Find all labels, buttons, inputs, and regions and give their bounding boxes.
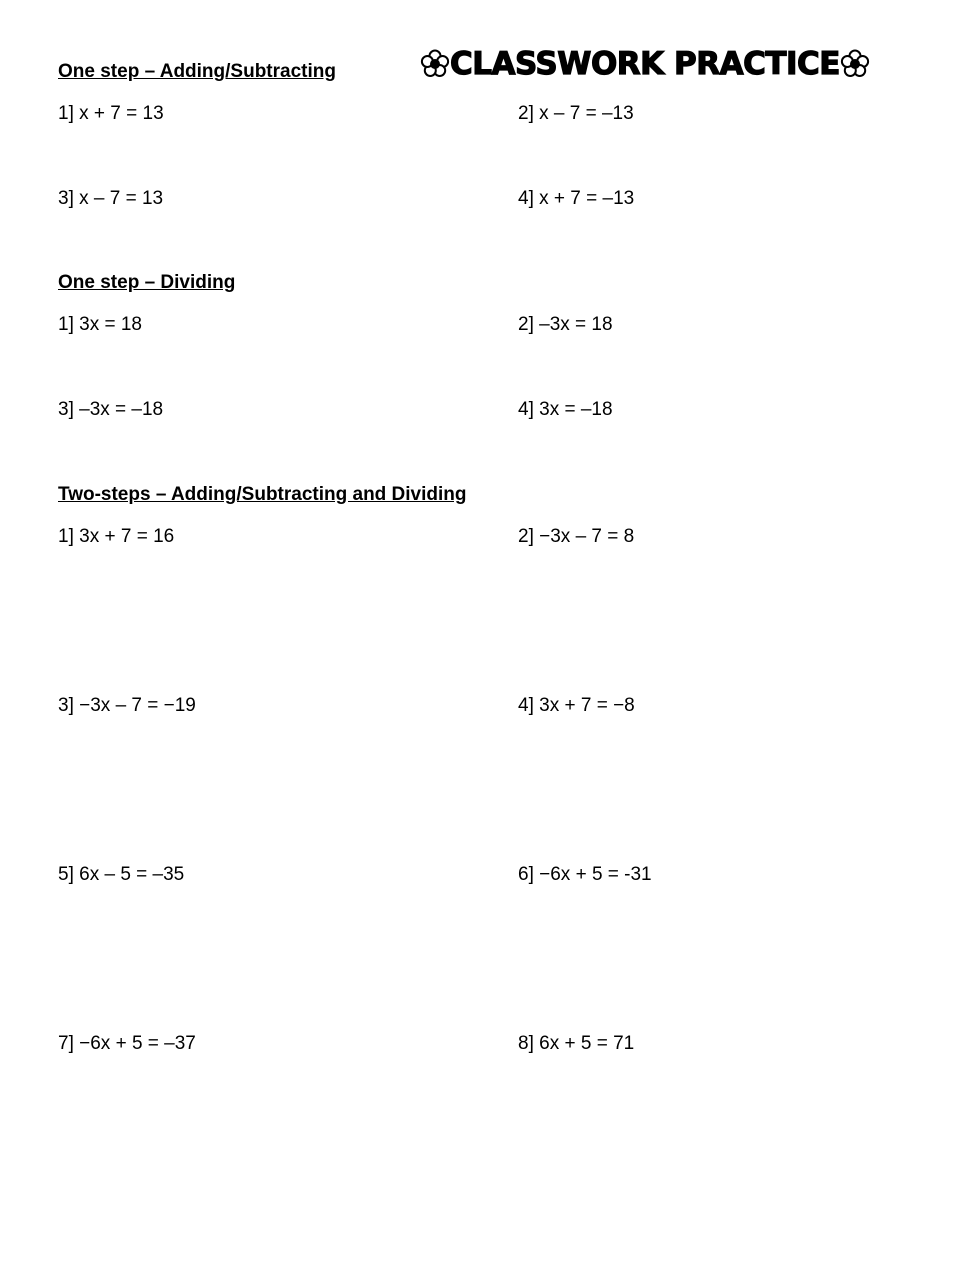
problem-item: 6] −6x + 5 = -31 [518, 864, 652, 885]
problem-item: 3] −3x – 7 = −19 [58, 695, 196, 716]
problem-item: 2] −3x – 7 = 8 [518, 526, 635, 547]
flower-icon [420, 49, 450, 79]
problem-item: 1] x + 7 = 13 [58, 103, 164, 124]
problem-item: 4] 3x + 7 = −8 [518, 695, 635, 716]
problem-item: 1] 3x + 7 = 16 [58, 526, 175, 547]
problem-item: 4] x + 7 = –13 [518, 188, 635, 209]
title-text: CLASSWORK PRACTICE [450, 46, 840, 82]
problem-item: 3] –3x = –18 [58, 399, 164, 420]
section-heading-two-steps: Two-steps – Adding/Subtracting and Dividing [58, 484, 467, 505]
problem-item: 5] 6x – 5 = –35 [58, 864, 185, 885]
problem-item: 4] 3x = –18 [518, 399, 613, 420]
problem-item: 3] x – 7 = 13 [58, 188, 164, 209]
problem-item: 2] x – 7 = –13 [518, 103, 634, 124]
problem-item: 2] –3x = 18 [518, 314, 613, 335]
flower-icon [840, 49, 870, 79]
section-heading-one-step-dividing: One step – Dividing [58, 272, 236, 293]
problem-item: 1] 3x = 18 [58, 314, 142, 335]
section-heading-one-step-add-sub: One step – Adding/Subtracting [58, 61, 336, 82]
problem-item: 8] 6x + 5 = 71 [518, 1033, 635, 1054]
worksheet-title [420, 44, 870, 84]
problem-item: 7] −6x + 5 = –37 [58, 1033, 196, 1054]
